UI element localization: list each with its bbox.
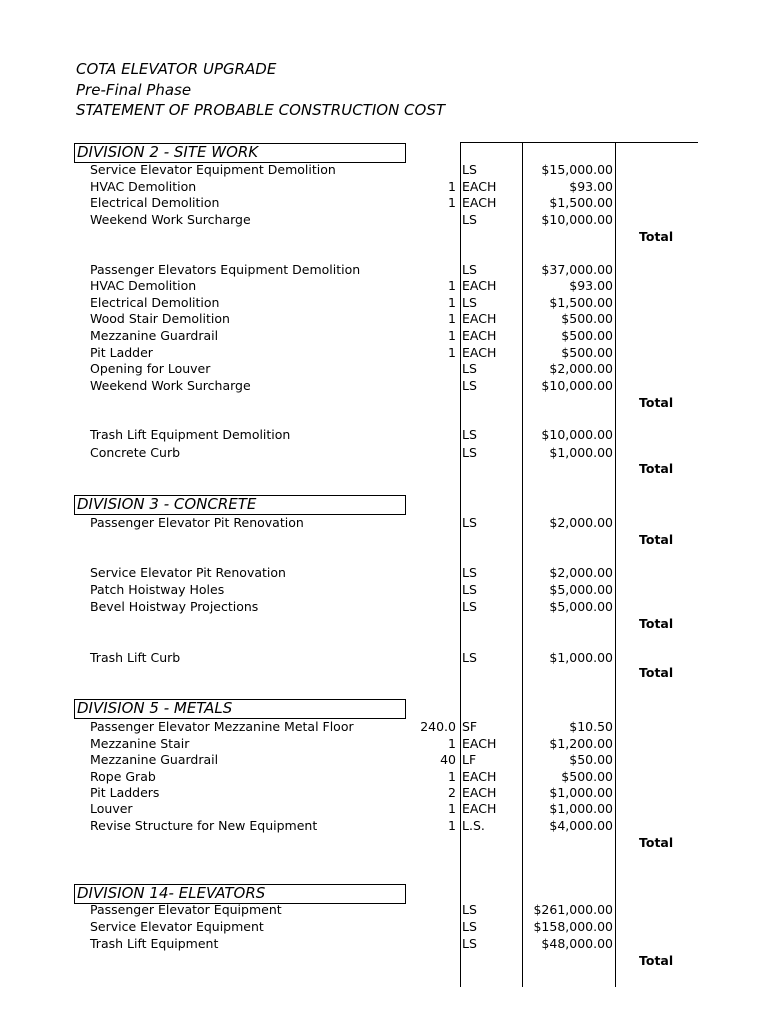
line-item-description: Concrete Curb xyxy=(90,445,181,460)
line-item-cost: $10,000.00 xyxy=(541,212,613,227)
line-item-quantity: 2 xyxy=(448,785,456,800)
line-item-unit: EACH xyxy=(462,785,497,800)
line-item-quantity: 1 xyxy=(448,195,456,210)
line-item-cost: $2,000.00 xyxy=(549,565,613,580)
line-item-cost: $2,000.00 xyxy=(549,361,613,376)
line-item-unit: EACH xyxy=(462,311,497,326)
line-item-cost: $93.00 xyxy=(569,179,613,194)
line-item-unit: EACH xyxy=(462,736,497,751)
line-item-unit: LS xyxy=(462,565,477,580)
line-item-description: Opening for Louver xyxy=(90,361,211,376)
line-item-description: Service Elevator Equipment xyxy=(90,919,264,934)
division-14-header: DIVISION 14- ELEVATORS xyxy=(74,884,406,904)
total-label: Total xyxy=(639,532,674,547)
line-item-description: Revise Structure for New Equipment xyxy=(90,818,318,833)
line-item-unit: LS xyxy=(462,295,477,310)
line-item-unit: LS xyxy=(462,162,477,177)
line-item-description: Patch Hoistway Holes xyxy=(90,582,225,597)
line-item-cost: $50.00 xyxy=(569,752,613,767)
line-item-description: Weekend Work Surcharge xyxy=(90,378,251,393)
line-item-unit: LS xyxy=(462,427,477,442)
line-item-cost: $2,000.00 xyxy=(549,515,613,530)
line-item-unit: EACH xyxy=(462,195,497,210)
line-item-unit: LS xyxy=(462,445,477,460)
line-item-unit: EACH xyxy=(462,801,497,816)
line-item-quantity: 1 xyxy=(448,769,456,784)
line-item-description: Mezzanine Guardrail xyxy=(90,752,219,767)
line-item-description: Passenger Elevator Equipment xyxy=(90,902,282,917)
line-item-unit: LS xyxy=(462,936,477,951)
line-item-unit: LS xyxy=(462,262,477,277)
line-item-unit: L.S. xyxy=(462,818,485,833)
line-item-description: Passenger Elevator Pit Renovation xyxy=(90,515,304,530)
line-item-description: Weekend Work Surcharge xyxy=(90,212,251,227)
line-item-description: HVAC Demolition xyxy=(90,179,197,194)
phase-subtitle: Pre-Final Phase xyxy=(76,81,192,99)
line-item-unit: LS xyxy=(462,378,477,393)
line-item-unit: LS xyxy=(462,212,477,227)
line-item-cost: $1,000.00 xyxy=(549,445,613,460)
line-item-description: Passenger Elevators Equipment Demolition xyxy=(90,262,361,277)
line-item-cost: $500.00 xyxy=(561,328,613,343)
total-label: Total xyxy=(639,461,674,476)
line-item-unit: LS xyxy=(462,919,477,934)
line-item-cost: $1,000.00 xyxy=(549,650,613,665)
line-item-unit: LS xyxy=(462,515,477,530)
line-item-quantity: 1 xyxy=(448,278,456,293)
line-item-unit: LS xyxy=(462,361,477,376)
line-item-quantity: 40 xyxy=(440,752,456,767)
line-item-description: Rope Grab xyxy=(90,769,156,784)
line-item-quantity: 1 xyxy=(448,295,456,310)
line-item-unit: EACH xyxy=(462,328,497,343)
line-item-description: Service Elevator Pit Renovation xyxy=(90,565,286,580)
line-item-description: HVAC Demolition xyxy=(90,278,197,293)
line-item-unit: EACH xyxy=(462,278,497,293)
line-item-quantity: 240.0 xyxy=(420,719,456,734)
line-item-cost: $1,000.00 xyxy=(549,801,613,816)
line-item-cost: $500.00 xyxy=(561,311,613,326)
line-item-unit: EACH xyxy=(462,345,497,360)
line-item-cost: $158,000.00 xyxy=(533,919,613,934)
total-label: Total xyxy=(639,665,674,680)
line-item-cost: $5,000.00 xyxy=(549,599,613,614)
line-item-cost: $1,500.00 xyxy=(549,295,613,310)
line-item-quantity: 1 xyxy=(448,345,456,360)
line-item-description: Wood Stair Demolition xyxy=(90,311,230,326)
line-item-description: Electrical Demolition xyxy=(90,295,220,310)
total-label: Total xyxy=(639,953,674,968)
line-item-cost: $10,000.00 xyxy=(541,427,613,442)
table-top-rule xyxy=(460,142,698,143)
statement-title: STATEMENT OF PROBABLE CONSTRUCTION COST xyxy=(76,101,446,119)
line-item-description: Trash Lift Equipment xyxy=(90,936,219,951)
total-label: Total xyxy=(639,835,674,850)
line-item-unit: LS xyxy=(462,582,477,597)
line-item-description: Mezzanine Stair xyxy=(90,736,190,751)
division-2-header: DIVISION 2 - SITE WORK xyxy=(74,143,406,163)
line-item-cost: $261,000.00 xyxy=(533,902,613,917)
document-title: COTA ELEVATOR UPGRADE xyxy=(76,60,277,78)
line-item-description: Pit Ladders xyxy=(90,785,160,800)
line-item-unit: EACH xyxy=(462,769,497,784)
total-label: Total xyxy=(639,616,674,631)
line-item-cost: $1,500.00 xyxy=(549,195,613,210)
line-item-cost: $93.00 xyxy=(569,278,613,293)
line-item-cost: $1,000.00 xyxy=(549,785,613,800)
cost-column-divider xyxy=(522,142,523,987)
line-item-unit: SF xyxy=(462,719,478,734)
total-label: Total xyxy=(639,395,674,410)
unit-column-divider xyxy=(460,142,461,987)
line-item-description: Mezzanine Guardrail xyxy=(90,328,219,343)
line-item-cost: $500.00 xyxy=(561,769,613,784)
line-item-cost: $4,000.00 xyxy=(549,818,613,833)
line-item-quantity: 1 xyxy=(448,736,456,751)
line-item-unit: LS xyxy=(462,902,477,917)
line-item-description: Service Elevator Equipment Demolition xyxy=(90,162,336,177)
line-item-unit: LS xyxy=(462,599,477,614)
line-item-description: Trash Lift Curb xyxy=(90,650,181,665)
line-item-quantity: 1 xyxy=(448,801,456,816)
total-column-divider xyxy=(615,142,616,987)
line-item-description: Bevel Hoistway Projections xyxy=(90,599,259,614)
line-item-description: Trash Lift Equipment Demolition xyxy=(90,427,291,442)
total-label: Total xyxy=(639,229,674,244)
line-item-cost: $500.00 xyxy=(561,345,613,360)
line-item-description: Pit Ladder xyxy=(90,345,153,360)
line-item-cost: $10.50 xyxy=(569,719,613,734)
line-item-unit: LF xyxy=(462,752,477,767)
line-item-quantity: 1 xyxy=(448,818,456,833)
division-5-header: DIVISION 5 - METALS xyxy=(74,699,406,719)
line-item-cost: $10,000.00 xyxy=(541,378,613,393)
line-item-cost: $48,000.00 xyxy=(541,936,613,951)
line-item-quantity: 1 xyxy=(448,311,456,326)
division-3-header: DIVISION 3 - CONCRETE xyxy=(74,495,406,515)
line-item-description: Louver xyxy=(90,801,133,816)
line-item-quantity: 1 xyxy=(448,328,456,343)
line-item-cost: $1,200.00 xyxy=(549,736,613,751)
line-item-unit: EACH xyxy=(462,179,497,194)
line-item-cost: $5,000.00 xyxy=(549,582,613,597)
line-item-cost: $37,000.00 xyxy=(541,262,613,277)
line-item-description: Electrical Demolition xyxy=(90,195,220,210)
line-item-description: Passenger Elevator Mezzanine Metal Floor xyxy=(90,719,354,734)
line-item-cost: $15,000.00 xyxy=(541,162,613,177)
line-item-unit: LS xyxy=(462,650,477,665)
line-item-quantity: 1 xyxy=(448,179,456,194)
